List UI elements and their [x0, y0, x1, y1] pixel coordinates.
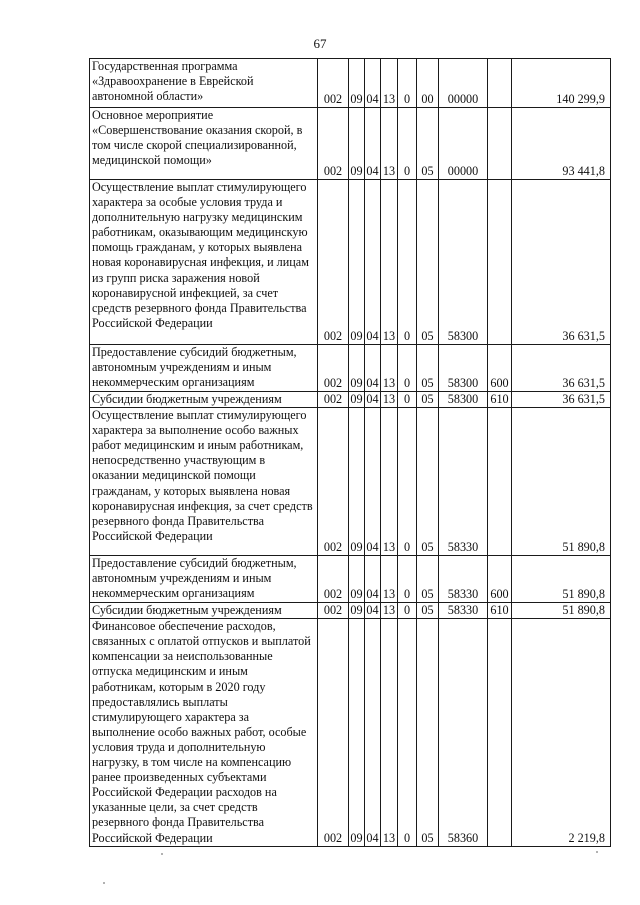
- grbs-code: 002: [318, 392, 349, 408]
- activity-code: 05: [417, 603, 439, 619]
- subsection-code: 04: [365, 408, 381, 556]
- amount: 51 890,8: [512, 603, 611, 619]
- grbs-code: 002: [318, 408, 349, 556]
- direction-code: 58300: [439, 392, 488, 408]
- expense-name: Предоставление субсидий бюджетным, автономным учреждениям и иным некоммерческим организациям: [90, 556, 318, 603]
- program-code: 13: [381, 408, 398, 556]
- table-row: [90, 180, 611, 345]
- amount: 51 890,8: [512, 556, 611, 603]
- grbs-code: 002: [318, 108, 349, 180]
- direction-code: 00000: [439, 108, 488, 180]
- expense-type-code: [488, 108, 512, 180]
- expense-type-code: 610: [488, 392, 512, 408]
- amount: 140 299,9: [512, 59, 611, 108]
- expense-type-code: [488, 59, 512, 108]
- table-row: [90, 392, 611, 408]
- activity-code: 05: [417, 180, 439, 345]
- program-code: 13: [381, 392, 398, 408]
- table-row: [90, 108, 611, 180]
- grbs-code: 002: [318, 180, 349, 345]
- subprogram-code: 0: [398, 59, 417, 108]
- activity-code: 05: [417, 556, 439, 603]
- expense-type-code: 600: [488, 345, 512, 392]
- direction-code: 58300: [439, 345, 488, 392]
- scan-speck: [161, 853, 163, 855]
- section-code: 09: [349, 619, 365, 846]
- grbs-code: 002: [318, 603, 349, 619]
- subsection-code: 04: [365, 180, 381, 345]
- budget-table-body: [90, 59, 611, 847]
- subsection-code: 04: [365, 619, 381, 846]
- subsection-code: 04: [365, 556, 381, 603]
- expense-name: Предоставление субсидий бюджетным, автономным учреждениям и иным некоммерческим организациям: [90, 345, 318, 392]
- expense-name: Осуществление выплат стимулирующего характера за особые условия труда и дополнительную нагрузку медицинским работникам, оказывающим медицинскую помощь гражданам, у которых выявлена новая коронавирусная инфекция, и лицам из групп риска заражения новой коронавирусной инфекцией, за счет средств резервного фонда Правительства Российской Федерации: [90, 180, 318, 345]
- section-code: 09: [350, 392, 363, 406]
- section-code: 09: [349, 108, 365, 180]
- direction-code: 58330: [439, 603, 488, 619]
- subprogram-code: 0: [398, 603, 417, 619]
- expense-name: Государственная программа «Здравоохранение в Еврейской автономной области»: [90, 59, 318, 108]
- activity-code: 05: [417, 619, 439, 846]
- section-code: 09: [349, 180, 365, 345]
- subsection-code: 04: [365, 108, 381, 180]
- direction-code: 58330: [439, 408, 488, 556]
- expense-type-code: 600: [488, 556, 512, 603]
- expense-type-code: [488, 619, 512, 846]
- expense-name: Осуществление выплат стимулирующего характера за выполнение особо важных работ медицинским и иным работникам, непосредственно участвующим в оказании медицинской помощи гражданам, у которых выявлена новая коронавирусная инфекция, за счет средств резервного фонда Правительства Российской Федерации: [90, 408, 318, 556]
- subsection-code: 04: [366, 392, 379, 406]
- subprogram-code: 0: [398, 180, 417, 345]
- subprogram-code: 0: [398, 556, 417, 603]
- activity-code: 05: [417, 408, 439, 556]
- amount: 51 890,8: [512, 408, 611, 556]
- program-code: 13: [381, 345, 398, 392]
- activity-code: 05: [417, 392, 439, 408]
- budget-table: [89, 58, 611, 847]
- subprogram-code: 0: [398, 392, 417, 408]
- scan-speck: [103, 882, 105, 884]
- expense-name: Финансовое обеспечение расходов, связанных с оплатой отпусков и выплатой компенсации за неиспользованные отпуска медицинским и иным работникам, которым в 2020 году предоставлялись выплаты стимулирующего характера за выполнение особо важных работ, особые условия труда и дополнительную нагрузку, в том числе на компенсацию ранее произведенных субъектами Российской Федерации расходов на указанные цели, за счет средств резервного фонда Правительства Российской Федерации: [90, 619, 318, 846]
- direction-code: 58330: [439, 556, 488, 603]
- grbs-code: 002: [318, 59, 349, 108]
- amount: 93 441,8: [512, 108, 611, 180]
- amount: 36 631,5: [512, 180, 611, 345]
- grbs-code: 002: [318, 619, 349, 846]
- expense-type-code: [488, 408, 512, 556]
- grbs-code: 002: [318, 556, 349, 603]
- subprogram-code: 0: [398, 408, 417, 556]
- section-code: 09: [349, 59, 365, 108]
- table-row: [90, 619, 611, 846]
- scan-speck: [596, 851, 598, 853]
- activity-code: 05: [417, 108, 439, 180]
- direction-code: 58360: [439, 619, 488, 846]
- subprogram-code: 0: [398, 619, 417, 846]
- amount: 36 631,5: [512, 345, 611, 392]
- subsection-code: 04: [365, 345, 381, 392]
- program-code: 13: [381, 619, 398, 846]
- program-code: 13: [381, 556, 398, 603]
- amount: 2 219,8: [512, 619, 611, 846]
- section-code: 09: [349, 345, 365, 392]
- direction-code: 00000: [439, 59, 488, 108]
- table-row: [90, 556, 611, 603]
- subsection-code: 04: [365, 59, 381, 108]
- section-code: 09: [350, 603, 363, 618]
- section-code: 09: [349, 556, 365, 603]
- direction-code: 58300: [439, 180, 488, 345]
- subprogram-code: 0: [398, 345, 417, 392]
- amount: 36 631,5: [512, 392, 611, 408]
- table-row: [90, 59, 611, 108]
- section-code: 09: [349, 408, 365, 556]
- program-code: 13: [381, 603, 398, 619]
- expense-name: Основное мероприятие «Совершенствование оказания скорой, в том числе скорой специализированной, медицинской помощи»: [90, 108, 318, 180]
- grbs-code: 002: [318, 345, 349, 392]
- expense-type-code: 610: [488, 603, 512, 619]
- subprogram-code: 0: [398, 108, 417, 180]
- expense-name: Субсидии бюджетным учреждениям: [90, 392, 318, 408]
- activity-code: 05: [417, 345, 439, 392]
- table-row: [90, 603, 611, 619]
- expense-type-code: [488, 180, 512, 345]
- program-code: 13: [381, 108, 398, 180]
- activity-code: 00: [417, 59, 439, 108]
- table-row: [90, 408, 611, 556]
- program-code: 13: [381, 59, 398, 108]
- subsection-code: 04: [366, 603, 379, 618]
- table-row: [90, 345, 611, 392]
- program-code: 13: [381, 180, 398, 345]
- page-number: 67: [313, 36, 327, 51]
- expense-name: Субсидии бюджетным учреждениям: [90, 603, 318, 619]
